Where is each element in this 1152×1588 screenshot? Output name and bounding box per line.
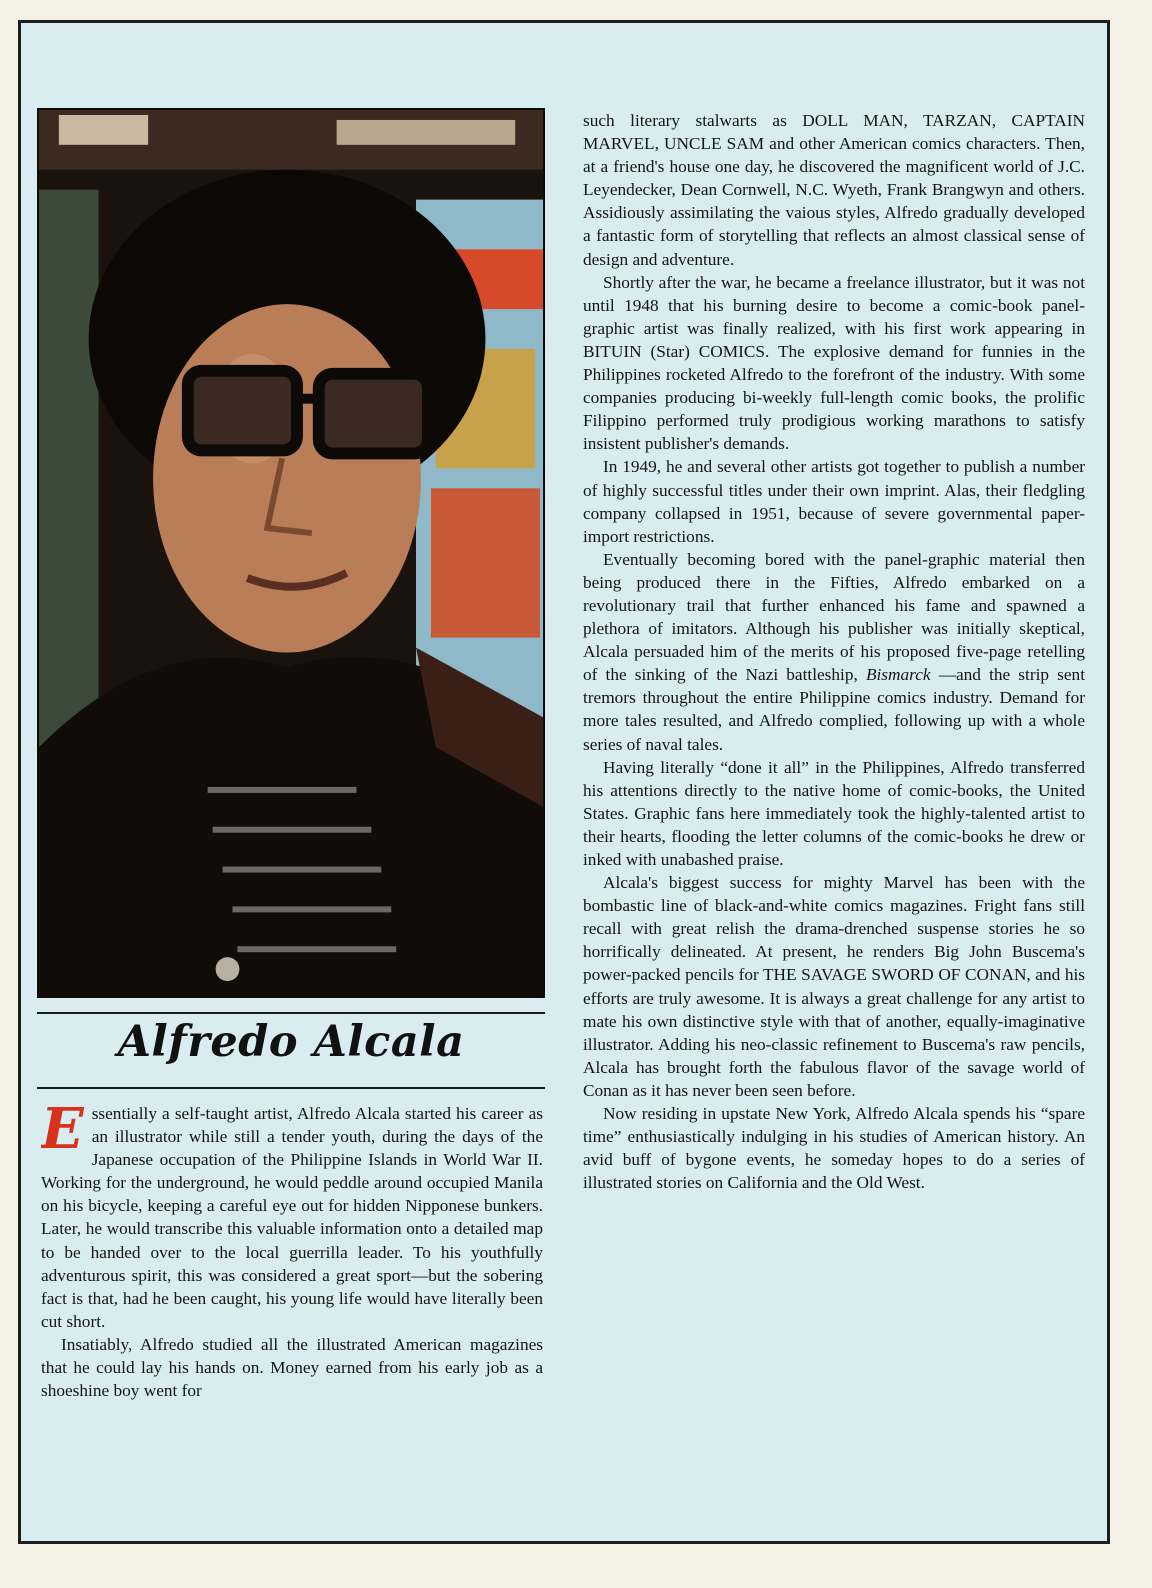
- portrait-photo: [37, 108, 545, 998]
- drop-cap: E: [41, 1102, 84, 1162]
- ship-name: Bismarck: [865, 665, 931, 685]
- paragraph: Insatiably, Alfredo studied all the illustrated American magazines that he could lay his hands on. Money earned from his early job as a shoeshine boy went for: [41, 1334, 543, 1401]
- right-column: [583, 109, 1085, 1489]
- paragraph: Now residing in upstate New York, Alfredo Alcala spends his “spare time” enthusiastically indulging in his studies of American history. An avid buff of bygone events, he someday hopes to do a series of illustrated stories on California and the Old West.: [583, 1104, 1085, 1193]
- left-column: [41, 1102, 543, 1482]
- article-frame: [18, 20, 1110, 1544]
- paragraph: such literary stalwarts as DOLL MAN, TARZAN, CAPTAIN MARVEL, UNCLE SAM and other American comics characters. Then, at a friend's house one day, he discovered the magnificent world of J.C. Leyendecker, Dean Cornwell, N.C. Wyeth, Frank Brangwyn and others. Assidiously assimilating the vaious styles, Alfredo gradually developed a fantastic form of storytelling that reflects an almost classical sense of design and adventure.: [583, 111, 1085, 269]
- name-rule-top: [37, 1012, 545, 1014]
- paragraph: Having literally “done it all” in the Philippines, Alfredo transferred his attentions directly to the native home of comic-books, the United States. Graphic fans here immediately took the highly-talented artist to their hearts, flooding the letter columns of the comic-books he drew or inked with unabashed praise.: [583, 757, 1085, 869]
- name-rule-bottom: [37, 1087, 545, 1089]
- paragraph: [583, 548, 1085, 756]
- portrait-illustration: [39, 110, 543, 996]
- paragraph: Shortly after the war, he became a freelance illustrator, but it was not until 1948 that his burning desire to become a comic-book panel-graphic artist was finally realized, with his first work appearing in BITUIN (Star) COMICS. The explosive demand for funnies in the Philippines rocketed Alfredo to the forefront of the industry. With some companies producing bi-weekly full-length comic books, the prolific Filippino performed truly prodigious working marathons to satisfy insistent publisher's demands.: [583, 272, 1085, 454]
- paragraph: [41, 1102, 543, 1333]
- paragraph-text: —and the strip sent tremors throughout the entire Philippine comics industry. Demand for more tales resulted, and Alfredo complied, following up with a whole series of naval tales.: [583, 665, 1085, 754]
- artist-name-heading: Alfredo Alcala: [117, 1017, 465, 1067]
- paragraph-text: ssentially a self-taught artist, Alfredo Alcala started his career as an illustrator while still a tender youth, during the days of the Japanese occupation of the Philippine Islands in World War II. Working for the underground, he would peddle around occupied Manila on his bicycle, keeping a careful eye out for hidden Nipponese bunkers. Later, he would transcribe this valuable information onto a detailed map to be handed over to the local guerrilla leader. To his youthfully adventurous spirit, this was considered a great sport—but the sobering fact is that, had he been caught, his young life would have literally been cut short.: [41, 1104, 543, 1331]
- paragraph-text: Eventually becoming bored with the panel-graphic material then being produced there in the Fifties, Alfredo embarked on a revolutionary trail that further enhanced his fame and spawned a plethora of imitators. Although his publisher was initially skeptical, Alcala persuaded him of the merits of his proposed five-page retelling of the sinking of the Nazi battleship,: [583, 549, 1085, 685]
- paragraph: In 1949, he and several other artists got together to publish a number of highly successful titles under their own imprint. Alas, their fledgling company collapsed in 1951, because of severe governmental paper-import restrictions.: [583, 457, 1085, 546]
- paragraph: Alcala's biggest success for mighty Marvel has been with the bombastic line of black-and-white comics magazines. Fright fans still recall with great relish the drama-drenched suspense stories he so horrifically delineated. At present, he renders Big John Buscema's power-packed pencils for THE SAVAGE SWORD OF CONAN, and his efforts are truly awesome. It is always a great challenge for any artist to mate his own distinctive style with that of another, equally-imaginative illustrator. Adding his neo-classic refinement to Buscema's raw pencils, Alcala has brought forth the fabulous flavor of the savage world of Conan as it has never been seen before.: [583, 873, 1085, 1100]
